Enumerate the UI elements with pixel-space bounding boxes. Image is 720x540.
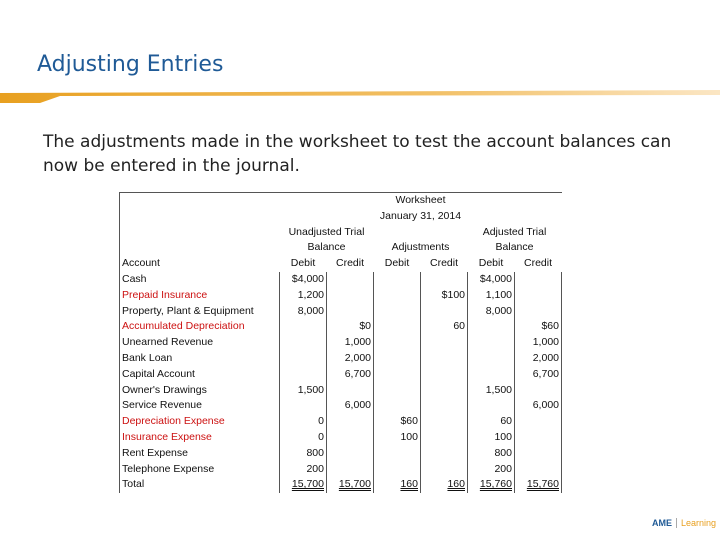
total-cell: 15,700 bbox=[280, 477, 327, 493]
amount-cell bbox=[421, 351, 468, 367]
amount-cell: $60 bbox=[374, 414, 421, 430]
account-name: Insurance Expense bbox=[120, 430, 280, 446]
account-name: Property, Plant & Equipment bbox=[120, 304, 280, 320]
amount-cell: 200 bbox=[280, 462, 327, 478]
total-cell: 160 bbox=[374, 477, 421, 493]
table-row bbox=[120, 446, 562, 462]
logo-brand: AME bbox=[652, 518, 672, 528]
amount-cell bbox=[327, 414, 374, 430]
account-name: Depreciation Expense bbox=[120, 414, 280, 430]
table-row bbox=[120, 430, 562, 446]
table-row bbox=[120, 367, 562, 383]
amount-cell: 0 bbox=[280, 430, 327, 446]
amount-cell bbox=[421, 398, 468, 414]
logo-sub: Learning bbox=[676, 518, 716, 528]
table-row bbox=[120, 414, 562, 430]
account-name: Cash bbox=[120, 272, 280, 288]
amount-cell: 0 bbox=[280, 414, 327, 430]
amount-cell: $4,000 bbox=[468, 272, 515, 288]
amount-cell bbox=[374, 367, 421, 383]
amount-cell: 1,500 bbox=[468, 383, 515, 399]
amount-cell: 60 bbox=[468, 414, 515, 430]
amount-cell bbox=[468, 319, 515, 335]
amount-cell bbox=[374, 398, 421, 414]
amount-cell bbox=[515, 446, 562, 462]
amount-cell: 100 bbox=[374, 430, 421, 446]
amount-cell: 60 bbox=[421, 319, 468, 335]
slide-title: Adjusting Entries bbox=[37, 52, 224, 77]
amount-cell: 6,700 bbox=[327, 367, 374, 383]
worksheet-table bbox=[119, 192, 562, 493]
total-cell: 15,760 bbox=[468, 477, 515, 493]
header-blank bbox=[120, 209, 280, 225]
amount-cell: 1,100 bbox=[468, 288, 515, 304]
amount-cell bbox=[327, 430, 374, 446]
header-blank bbox=[120, 193, 280, 209]
amount-cell bbox=[468, 367, 515, 383]
account-name: Telephone Expense bbox=[120, 462, 280, 478]
amount-cell: 1,000 bbox=[327, 335, 374, 351]
amount-cell bbox=[280, 351, 327, 367]
account-name: Owner's Drawings bbox=[120, 383, 280, 399]
account-name: Capital Account bbox=[120, 367, 280, 383]
header-blank bbox=[120, 225, 280, 257]
amount-cell: 6,000 bbox=[327, 398, 374, 414]
worksheet-title: Worksheet bbox=[395, 194, 446, 206]
ame-learning-logo bbox=[652, 518, 716, 528]
accent-bar bbox=[0, 90, 720, 104]
amount-cell bbox=[421, 383, 468, 399]
amount-cell bbox=[374, 383, 421, 399]
amount-cell bbox=[327, 446, 374, 462]
amount-cell bbox=[374, 288, 421, 304]
table-row bbox=[120, 383, 562, 399]
amount-cell: 100 bbox=[468, 430, 515, 446]
amount-cell bbox=[327, 462, 374, 478]
amount-cell: 8,000 bbox=[280, 304, 327, 320]
amount-cell bbox=[280, 319, 327, 335]
amount-cell bbox=[374, 446, 421, 462]
amount-cell bbox=[515, 430, 562, 446]
amount-cell bbox=[515, 272, 562, 288]
amount-cell bbox=[421, 446, 468, 462]
column-header-debit: Debit bbox=[290, 257, 316, 270]
column-header-debit: Debit bbox=[478, 257, 504, 270]
amount-cell: $0 bbox=[327, 319, 374, 335]
amount-cell: 6,700 bbox=[515, 367, 562, 383]
total-cell: 15,700 bbox=[327, 477, 374, 493]
amount-cell bbox=[374, 335, 421, 351]
amount-cell bbox=[468, 335, 515, 351]
amount-cell bbox=[515, 414, 562, 430]
column-header-credit: Credit bbox=[523, 257, 552, 270]
table-row bbox=[120, 335, 562, 351]
amount-cell: 1,500 bbox=[280, 383, 327, 399]
amount-cell: $4,000 bbox=[280, 272, 327, 288]
account-name: Bank Loan bbox=[120, 351, 280, 367]
amount-cell bbox=[421, 430, 468, 446]
table-row bbox=[120, 272, 562, 288]
column-header-credit: Credit bbox=[429, 257, 458, 270]
amount-cell bbox=[468, 398, 515, 414]
total-cell: 15,760 bbox=[515, 477, 562, 493]
column-header-account: Account bbox=[122, 257, 160, 270]
account-name: Rent Expense bbox=[120, 446, 280, 462]
amount-cell bbox=[421, 335, 468, 351]
amount-cell: $60 bbox=[515, 319, 562, 335]
amount-cell bbox=[421, 272, 468, 288]
amount-cell bbox=[515, 383, 562, 399]
group-adjustments: Adjustments bbox=[391, 241, 450, 254]
table-row bbox=[120, 462, 562, 478]
amount-cell: 1,200 bbox=[280, 288, 327, 304]
account-name: Unearned Revenue bbox=[120, 335, 280, 351]
amount-cell: 8,000 bbox=[468, 304, 515, 320]
total-cell: 160 bbox=[421, 477, 468, 493]
amount-cell bbox=[374, 319, 421, 335]
column-header-debit: Debit bbox=[384, 257, 410, 270]
account-name: Prepaid Insurance bbox=[120, 288, 280, 304]
worksheet-date: January 31, 2014 bbox=[379, 209, 462, 222]
amount-cell bbox=[515, 288, 562, 304]
amount-cell bbox=[421, 367, 468, 383]
amount-cell bbox=[280, 335, 327, 351]
amount-cell bbox=[374, 462, 421, 478]
column-header-credit: Credit bbox=[335, 257, 364, 270]
amount-cell bbox=[421, 414, 468, 430]
table-row bbox=[120, 288, 562, 304]
table-row bbox=[120, 398, 562, 414]
account-name: Service Revenue bbox=[120, 398, 280, 414]
amount-cell bbox=[374, 351, 421, 367]
totals-row bbox=[120, 477, 562, 493]
amount-cell bbox=[327, 272, 374, 288]
amount-cell bbox=[468, 351, 515, 367]
amount-cell bbox=[327, 304, 374, 320]
amount-cell bbox=[374, 304, 421, 320]
table-row bbox=[120, 351, 562, 367]
account-name: Accumulated Depreciation bbox=[120, 319, 280, 335]
amount-cell bbox=[374, 272, 421, 288]
total-label: Total bbox=[120, 477, 280, 493]
amount-cell: 2,000 bbox=[515, 351, 562, 367]
amount-cell: 6,000 bbox=[515, 398, 562, 414]
amount-cell bbox=[515, 304, 562, 320]
group-adjusted: Adjusted Trial Balance bbox=[482, 225, 547, 254]
amount-cell: $100 bbox=[421, 288, 468, 304]
amount-cell bbox=[327, 383, 374, 399]
table-row bbox=[120, 304, 562, 320]
amount-cell: 1,000 bbox=[515, 335, 562, 351]
amount-cell bbox=[421, 304, 468, 320]
amount-cell: 800 bbox=[280, 446, 327, 462]
table-row bbox=[120, 319, 562, 335]
amount-cell: 800 bbox=[468, 446, 515, 462]
amount-cell bbox=[327, 288, 374, 304]
amount-cell bbox=[515, 462, 562, 478]
amount-cell bbox=[421, 462, 468, 478]
amount-cell bbox=[280, 398, 327, 414]
group-unadjusted: Unadjusted Trial Balance bbox=[288, 225, 365, 254]
amount-cell: 2,000 bbox=[327, 351, 374, 367]
amount-cell bbox=[280, 367, 327, 383]
intro-text: The adjustments made in the worksheet to test the account balances can now be entered in the journal. bbox=[43, 132, 672, 176]
amount-cell: 200 bbox=[468, 462, 515, 478]
